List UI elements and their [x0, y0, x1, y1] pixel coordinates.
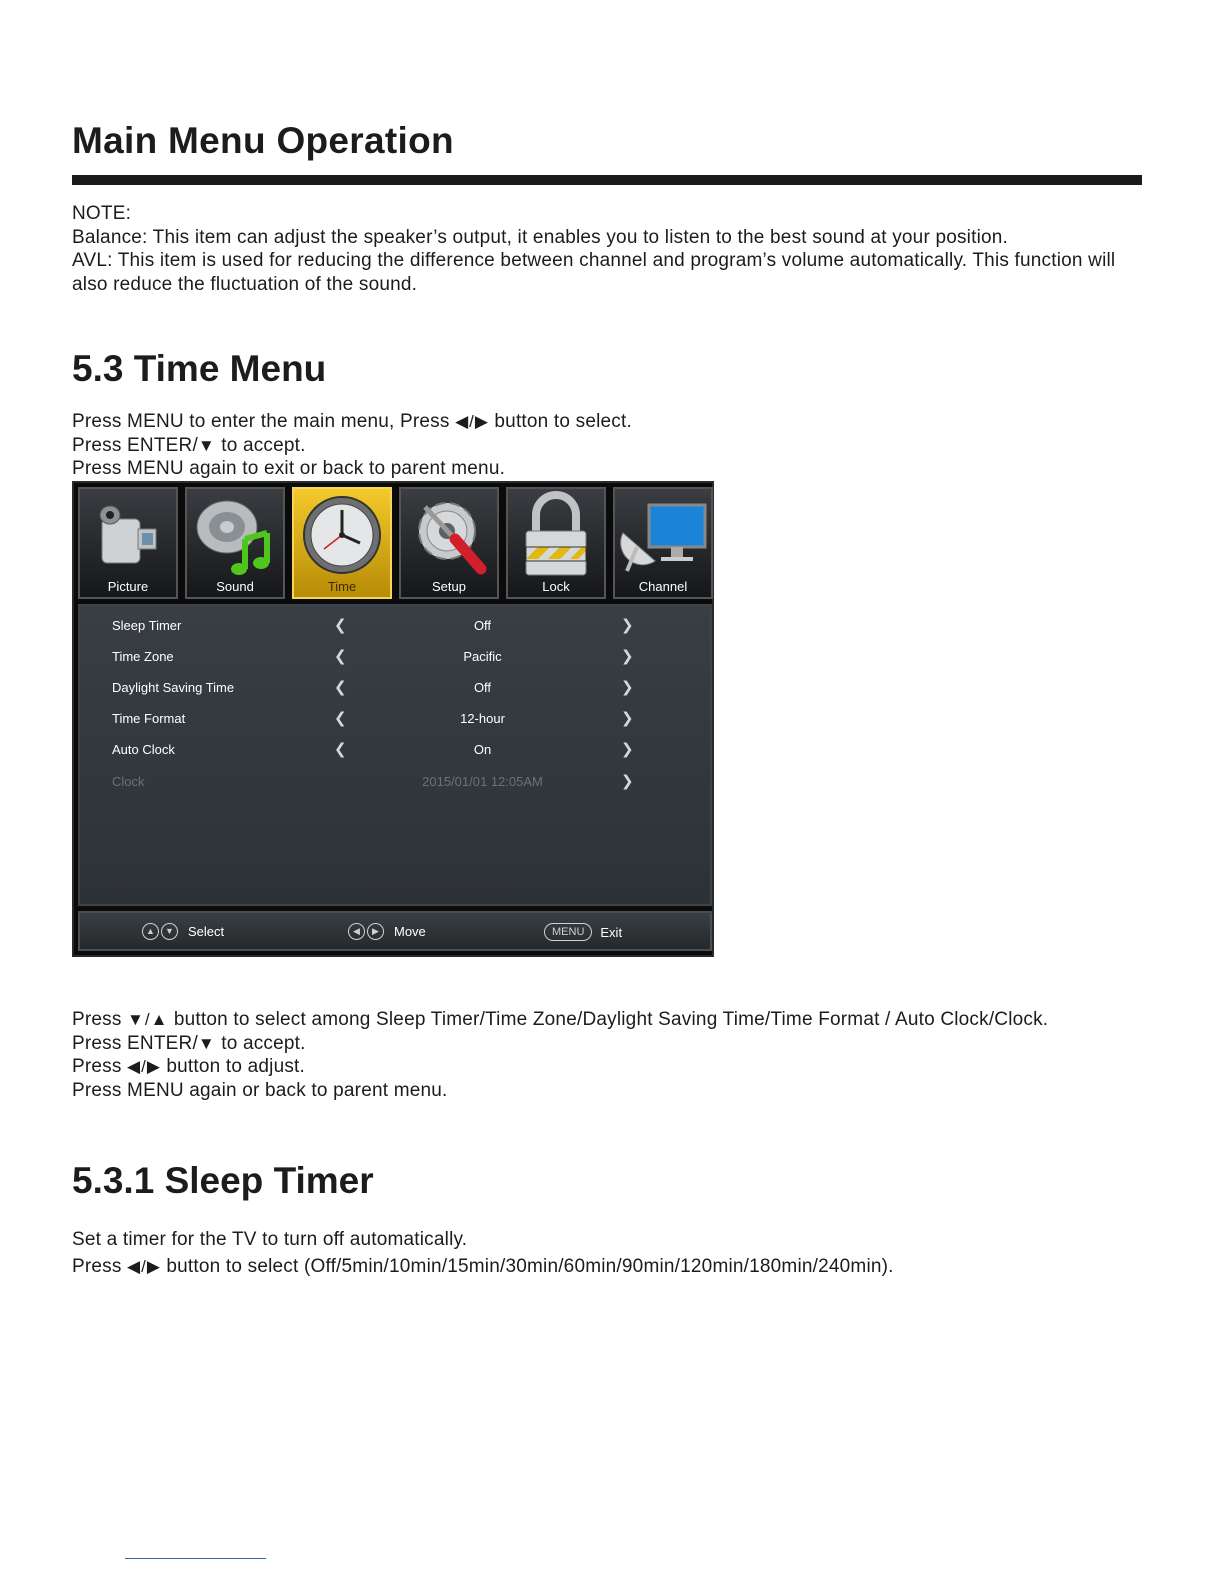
- down-arrow-icon: ▼: [197, 435, 216, 455]
- camcorder-icon: [80, 489, 176, 579]
- menu-help-bar: [78, 911, 712, 951]
- left-right-arrows-icon: ◀/▶: [455, 412, 489, 431]
- chevron-right-icon: ❯: [621, 773, 634, 790]
- tab-sound[interactable]: [185, 487, 285, 599]
- chevron-left-icon[interactable]: ❮: [334, 648, 347, 665]
- section-heading-sleep-timer: 5.3.1 Sleep Timer: [72, 1160, 374, 1201]
- setting-label: Daylight Saving Time: [112, 680, 235, 695]
- intro-line-3: Press MENU again to exit or back to parent menu.: [72, 458, 506, 480]
- sleep-line-2: Press ◀/▶ button to select (Off/5min/10min/15min/30min/60min/90min/120min/180min/240min).: [72, 1256, 894, 1277]
- padlock-icon: [508, 489, 604, 579]
- setting-row-auto-clock[interactable]: [80, 734, 710, 765]
- hint-exit: [544, 923, 622, 941]
- instruction-line-3: Press ◀/▶ button to adjust.: [72, 1056, 306, 1078]
- setting-value: Pacific: [463, 649, 502, 664]
- hint-move: [348, 923, 426, 940]
- chevron-left-icon[interactable]: ❮: [334, 710, 347, 727]
- setting-row-daylight-saving[interactable]: [80, 672, 710, 703]
- chevron-right-icon[interactable]: ❯: [621, 679, 634, 696]
- time-settings-panel: [78, 604, 712, 906]
- setting-value: Off: [473, 680, 492, 695]
- title-divider: [72, 175, 1142, 185]
- time-menu-instructions: [72, 1008, 1072, 1103]
- sleep-timer-text: [72, 1226, 894, 1280]
- setting-value: 12-hour: [460, 711, 505, 726]
- section-heading-time-menu: 5.3 Time Menu: [72, 348, 327, 389]
- chevron-right-icon[interactable]: ❯: [621, 710, 634, 727]
- note-avl: AVL: This item is used for reducing the difference between channel and program’s volume automatically. This function will also reduce the fluctuation of the sound.: [72, 250, 1116, 296]
- footer-link-underline: [125, 1558, 266, 1559]
- setting-row-sleep-timer[interactable]: [80, 610, 710, 641]
- satellite-monitor-icon: [615, 489, 711, 579]
- menu-tab-bar: [78, 487, 712, 600]
- down-arrow-icon: ▼: [197, 1033, 216, 1053]
- setting-value: On: [473, 742, 492, 757]
- down-up-arrows-icon: ▼/▲: [127, 1010, 169, 1029]
- intro-line-1: Press MENU to enter the main menu, Press ◀/▶ button to select.: [72, 411, 632, 432]
- note-label: NOTE:: [72, 203, 132, 224]
- tab-setup[interactable]: [399, 487, 499, 599]
- page-title: Main Menu Operation: [72, 120, 454, 161]
- tab-label: Picture: [107, 579, 149, 594]
- clock-icon: [294, 489, 390, 579]
- tab-label: Sound: [216, 579, 254, 594]
- sleep-line-1: Set a timer for the TV to turn off automatically.: [72, 1229, 468, 1250]
- setting-label: Time Format: [112, 711, 186, 726]
- instruction-line-2: Press ENTER/▼ to accept.: [72, 1032, 306, 1054]
- left-right-arrows-icon: ◀/▶: [127, 1257, 161, 1276]
- up-button-icon: ▲: [142, 923, 159, 940]
- tab-picture[interactable]: [78, 487, 178, 599]
- hint-label: Exit: [600, 924, 623, 940]
- tab-lock[interactable]: [506, 487, 606, 599]
- left-button-icon: ◀: [348, 923, 365, 940]
- instruction-line-4: Press MENU again or back to parent menu.: [72, 1080, 448, 1102]
- tv-menu-screenshot: [72, 481, 714, 957]
- chevron-right-icon[interactable]: ❯: [621, 648, 634, 665]
- setting-label: Time Zone: [112, 649, 174, 664]
- hint-label: Move: [394, 924, 426, 939]
- setting-label: Sleep Timer: [112, 618, 182, 633]
- chevron-left-icon[interactable]: ❮: [334, 679, 347, 696]
- down-button-icon: ▼: [161, 923, 178, 940]
- setting-value: 2015/01/01 12:05AM: [422, 774, 543, 789]
- gear-screwdriver-icon: [401, 489, 497, 579]
- hint-label: Select: [188, 924, 225, 939]
- tab-time[interactable]: [292, 487, 392, 599]
- chevron-left-icon[interactable]: ❮: [334, 741, 347, 758]
- setting-value: Off: [473, 618, 492, 633]
- chevron-left-icon[interactable]: ❮: [334, 617, 347, 634]
- setting-row-clock: [80, 766, 710, 797]
- setting-label: Clock: [112, 774, 145, 789]
- intro-line-2: Press ENTER/▼ to accept.: [72, 434, 306, 456]
- setting-label: Auto Clock: [112, 742, 175, 757]
- tab-label: Lock: [542, 579, 570, 594]
- setting-row-time-zone[interactable]: [80, 641, 710, 672]
- menu-key-icon: MENU: [544, 923, 592, 941]
- tab-label: Time: [327, 579, 357, 594]
- right-button-icon: ▶: [367, 923, 384, 940]
- tab-label: Setup: [432, 579, 466, 594]
- note-block: [72, 202, 1132, 297]
- instruction-line-1: Press ▼/▲ button to select among Sleep Timer/Time Zone/Daylight Saving Time/Time Format / Auto Clock/Clock.: [72, 1009, 1049, 1030]
- left-right-arrows-icon: ◀/▶: [127, 1057, 161, 1077]
- tab-channel[interactable]: [613, 487, 713, 599]
- tab-label: Channel: [638, 579, 688, 594]
- music-speaker-icon: [187, 489, 283, 579]
- setting-row-time-format[interactable]: [80, 703, 710, 734]
- chevron-right-icon[interactable]: ❯: [621, 741, 634, 758]
- time-menu-intro: [72, 410, 632, 481]
- note-balance: Balance: This item can adjust the speaker’s output, it enables you to listen to the best sound at your position.: [72, 226, 1009, 248]
- hint-select: [142, 923, 224, 940]
- chevron-right-icon[interactable]: ❯: [621, 617, 634, 634]
